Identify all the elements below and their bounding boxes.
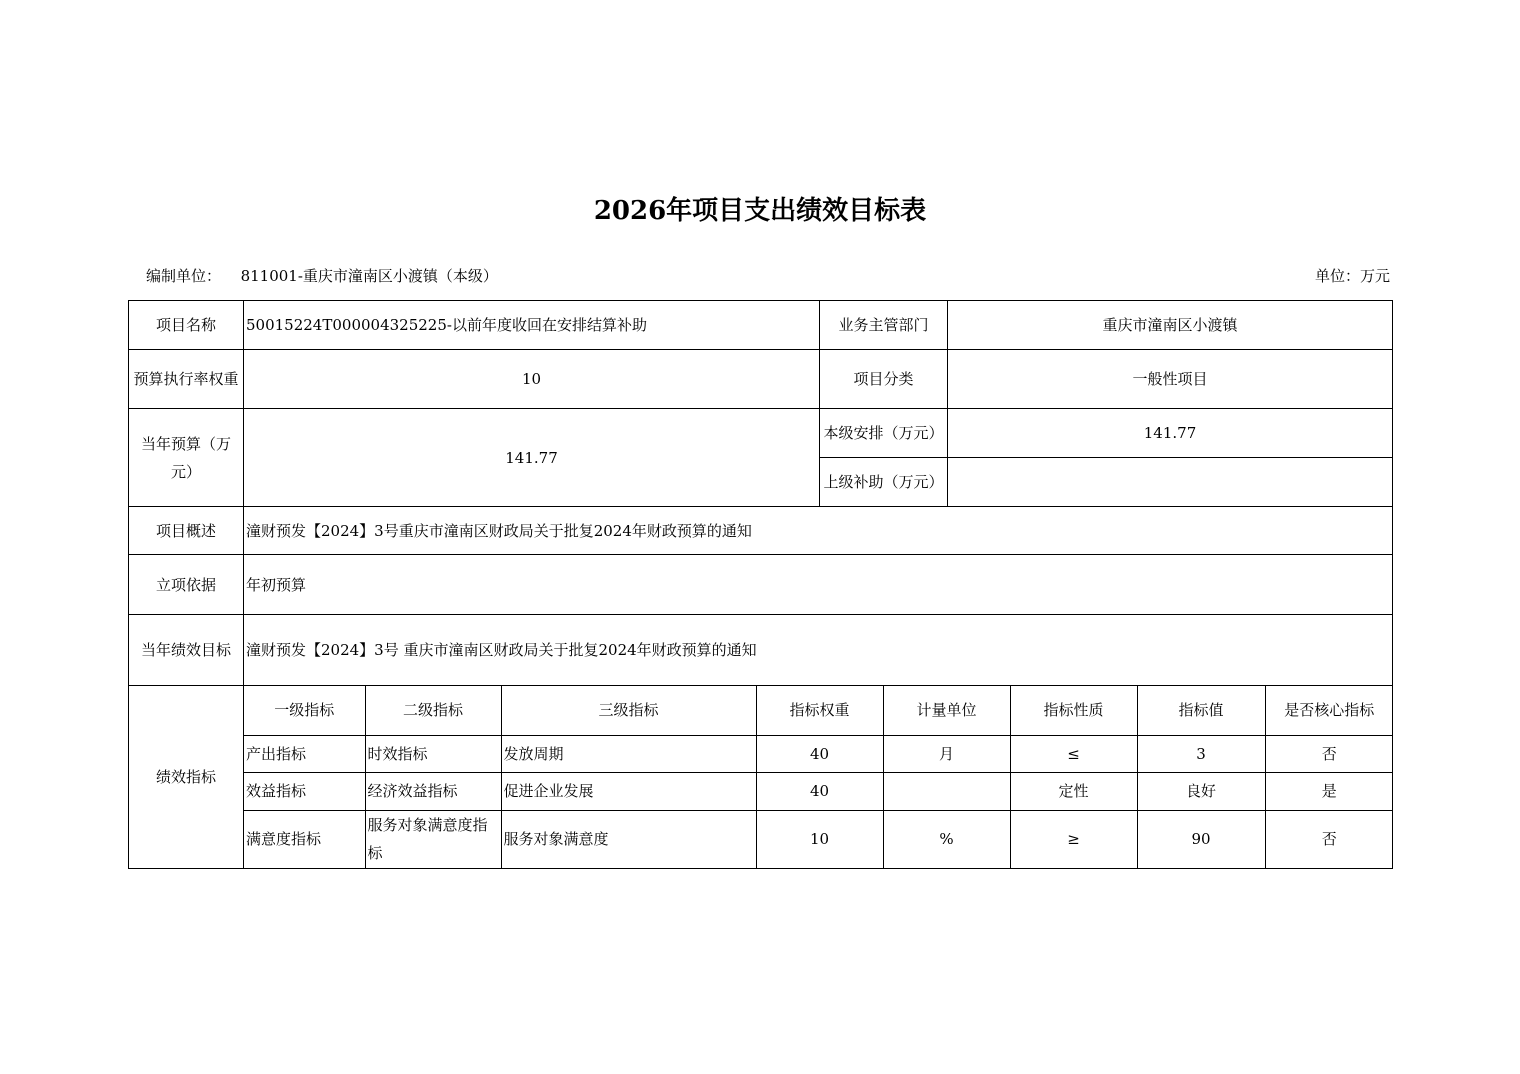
level1-cell: 效益指标 [244,772,365,810]
page-title: 2026年项目支出绩效目标表 [593,196,927,226]
form-meta [146,265,1390,289]
budget-value: 141.77 [244,409,820,507]
weight-label: 预算执行率权重 [129,350,244,409]
nature-cell: ≤ [1010,735,1137,772]
overview-value: 潼财预发【2024】3号重庆市潼南区财政局关于批复2024年财政预算的通知 [244,507,1393,555]
upper-label: 上级补助（万元） [820,458,948,507]
weight-cell: 40 [756,735,883,772]
prepared-by-value: 811001-重庆市潼南区小渡镇（本级） [240,267,498,285]
prepared-by-label: 编制单位： [146,267,222,285]
weight-cell: 40 [756,772,883,810]
row-basis [129,555,1393,615]
nature-cell: 定性 [1010,772,1137,810]
table-row [244,772,1393,810]
weight-cell: 10 [756,810,883,868]
level1-cell: 产出指标 [244,735,365,772]
row-indicators [129,686,1393,869]
prepared-by [146,265,498,286]
header-weight: 指标权重 [756,686,883,735]
overview-label: 项目概述 [129,507,244,555]
nature-cell: ≥ [1010,810,1137,868]
currency-unit: 单位：万元 [1314,267,1390,285]
value-cell: 良好 [1137,772,1265,810]
row-budget [129,409,1393,458]
table-row [244,810,1393,868]
indicators-cell [244,686,1393,869]
level3-cell: 促进企业发展 [501,772,756,810]
row-goal [129,615,1393,686]
local-value: 141.77 [948,409,1393,458]
indicators-table [244,686,1393,868]
level2-cell: 经济效益指标 [365,772,501,810]
value-cell: 3 [1137,735,1265,772]
core-cell: 否 [1265,735,1393,772]
project-name-label: 项目名称 [129,301,244,350]
indicators-label: 绩效指标 [129,686,244,869]
table-row [244,735,1393,772]
header-level1: 一级指标 [244,686,365,735]
header-unit: 计量单位 [883,686,1010,735]
project-name-value: 50015224T000004325225-以前年度收回在安排结算补助 [244,301,820,350]
header-value: 指标值 [1137,686,1265,735]
level2-cell: 服务对象满意度指标 [365,810,501,868]
performance-table [128,300,1393,869]
core-cell: 是 [1265,772,1393,810]
dept-value: 重庆市潼南区小渡镇 [948,301,1393,350]
row-overview [129,507,1393,555]
unit-cell: % [883,810,1010,868]
budget-label: 当年预算（万元） [129,409,244,507]
unit-cell: 月 [883,735,1010,772]
value-cell: 90 [1137,810,1265,868]
goal-value: 潼财预发【2024】3号 重庆市潼南区财政局关于批复2024年财政预算的通知 [244,615,1393,686]
level3-cell: 发放周期 [501,735,756,772]
header-level2: 二级指标 [365,686,501,735]
goal-label: 当年绩效目标 [129,615,244,686]
level3-cell: 服务对象满意度 [501,810,756,868]
row-project-name [129,301,1393,350]
upper-value [948,458,1393,507]
local-label: 本级安排（万元） [820,409,948,458]
basis-label: 立项依据 [129,555,244,615]
dept-label: 业务主管部门 [820,301,948,350]
row-weight [129,350,1393,409]
core-cell: 否 [1265,810,1393,868]
weight-value: 10 [244,350,820,409]
category-value: 一般性项目 [948,350,1393,409]
header-nature: 指标性质 [1010,686,1137,735]
level1-cell: 满意度指标 [244,810,365,868]
basis-value: 年初预算 [244,555,1393,615]
header-level3: 三级指标 [501,686,756,735]
indicators-header-row [244,686,1393,735]
category-label: 项目分类 [820,350,948,409]
unit-cell [883,772,1010,810]
header-core: 是否核心指标 [1265,686,1393,735]
level2-cell: 时效指标 [365,735,501,772]
